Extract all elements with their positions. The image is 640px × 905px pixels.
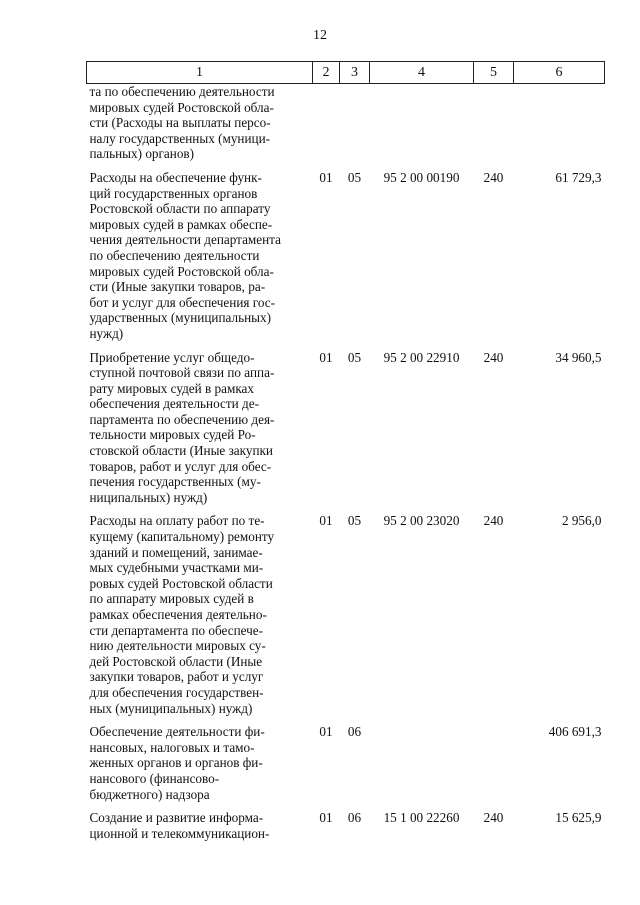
row-pr — [340, 84, 370, 170]
description-line: нужд) — [89, 325, 124, 341]
column-header-rz: 2 — [313, 62, 340, 84]
description-line: мировых судей Ростовской обла- — [89, 99, 274, 115]
row-pr: 05 — [347, 349, 362, 365]
description-line: чения деятельности департамента — [89, 232, 281, 248]
row-sum — [514, 84, 605, 170]
table-row — [87, 810, 605, 849]
row-description — [87, 350, 313, 514]
description-line: ций государственных органов — [89, 185, 258, 201]
description-line: партамента по обеспечению дея- — [89, 411, 275, 427]
description-line: налу государственных (муници- — [89, 130, 271, 146]
description-line: сти департамента по обеспече- — [89, 622, 264, 638]
description-line: бюджетного) надзора — [89, 786, 210, 802]
row-sum: 61 729,3 — [555, 169, 602, 185]
description-line: Создание и развитие информа- — [89, 810, 264, 826]
row-sum: 34 960,5 — [555, 349, 602, 365]
row-rz — [313, 84, 340, 170]
description-line: обеспечения деятельности де- — [89, 396, 259, 412]
column-header-vr: 5 — [474, 62, 514, 84]
description-line: Ростовской области по аппарату — [89, 201, 271, 217]
budget-table — [86, 61, 605, 849]
row-rz: 01 — [319, 724, 333, 740]
description-line: нансового (финансово- — [89, 770, 220, 786]
description-line: мировых судей Ростовской обла- — [89, 263, 274, 279]
description-line: сти (Иные закупки товаров, ра- — [89, 279, 266, 295]
table-row — [87, 84, 605, 170]
description-line: Расходы на оплату работ по те- — [89, 513, 265, 529]
row-rz: 01 — [319, 513, 333, 529]
row-csr — [370, 84, 474, 170]
row-csr: 95 2 00 22910 — [383, 349, 460, 365]
description-line: зданий и помещений, занимае- — [89, 544, 263, 560]
description-line: тельности мировых судей Ро- — [89, 427, 256, 443]
description-line: по обеспечению деятельности — [89, 247, 260, 263]
description-line: мых судебными участками ми- — [89, 560, 264, 576]
row-rz: 01 — [319, 169, 333, 185]
description-line: ударственных (муниципальных) — [89, 310, 271, 326]
description-line: та по обеспечению деятельности — [89, 84, 275, 99]
description-line: Расходы на обеспечение функ- — [89, 169, 262, 185]
row-description — [87, 84, 313, 170]
row-pr: 06 — [347, 724, 362, 740]
row-pr: 05 — [347, 513, 362, 529]
description-line: ровых судей Ростовской области — [89, 575, 273, 591]
row-csr: 15 1 00 22260 — [383, 810, 460, 826]
description-line: ных (муниципальных) нужд) — [89, 700, 253, 716]
description-line: ниципальных) нужд) — [89, 489, 208, 505]
row-pr: 05 — [347, 169, 362, 185]
description-line: женных органов и органов фи- — [89, 755, 263, 771]
description-line: рамках обеспечения деятельно- — [89, 607, 267, 622]
column-header-pr: 3 — [340, 62, 370, 84]
row-vr — [474, 724, 514, 810]
description-line: для обеспечения государствен- — [89, 684, 264, 700]
row-description — [87, 513, 313, 724]
description-line: печения государственных (му- — [89, 474, 261, 490]
row-sum: 15 625,9 — [555, 810, 602, 826]
row-pr: 06 — [347, 810, 362, 826]
table-body — [87, 84, 605, 850]
description-line: дей Ростовской области (Иные — [89, 653, 263, 669]
row-vr: 240 — [483, 169, 504, 185]
description-line: закупки товаров, работ и услуг — [89, 669, 264, 685]
description-line: ционной и телекоммуникацион- — [89, 825, 270, 841]
description-line: мировых судей в рамках обеспе- — [89, 216, 273, 232]
row-description — [87, 170, 313, 350]
description-line: Обеспечение деятельности фи- — [89, 724, 265, 740]
table-row — [87, 350, 605, 514]
description-line: бот и услуг для обеспечения гос- — [89, 294, 275, 310]
row-vr: 240 — [483, 349, 504, 365]
row-vr — [474, 84, 514, 170]
description-line: пальных) органов) — [89, 146, 195, 162]
row-sum: 406 691,3 — [548, 724, 602, 740]
page-number: 12 — [313, 28, 327, 43]
description-line: нию деятельности мировых су- — [89, 638, 266, 654]
description-line: товаров, работ и услуг для обес- — [89, 458, 272, 474]
row-sum: 2 956,0 — [561, 513, 602, 529]
description-line: нансовых, налоговых и тамо- — [89, 739, 255, 755]
description-line: кущему (капитальному) ремонту — [89, 529, 275, 545]
column-header-csr: 4 — [370, 62, 474, 84]
row-description — [87, 724, 313, 810]
description-line: ступной почтовой связи по аппа- — [89, 365, 275, 381]
header-row — [87, 62, 605, 84]
column-header-name: 1 — [87, 62, 313, 84]
description-line: сти (Расходы на выплаты персо- — [89, 115, 271, 131]
row-vr: 240 — [483, 513, 504, 529]
description-line: стовской области (Иные закупки — [89, 443, 273, 459]
description-line: рату мировых судей в рамках — [89, 380, 254, 396]
row-rz: 01 — [319, 349, 333, 365]
row-csr — [370, 724, 474, 810]
row-rz: 01 — [319, 810, 333, 826]
row-csr: 95 2 00 23020 — [383, 513, 460, 529]
table-row — [87, 724, 605, 810]
row-csr: 95 2 00 00190 — [383, 169, 460, 185]
description-line: Приобретение услуг общедо- — [89, 349, 255, 365]
row-vr: 240 — [483, 810, 504, 826]
table-header — [87, 62, 605, 84]
description-line: по аппарату мировых судей в — [89, 591, 254, 607]
row-description — [87, 810, 313, 849]
table-row — [87, 170, 605, 350]
column-header-sum: 6 — [514, 62, 605, 84]
table-row — [87, 513, 605, 724]
